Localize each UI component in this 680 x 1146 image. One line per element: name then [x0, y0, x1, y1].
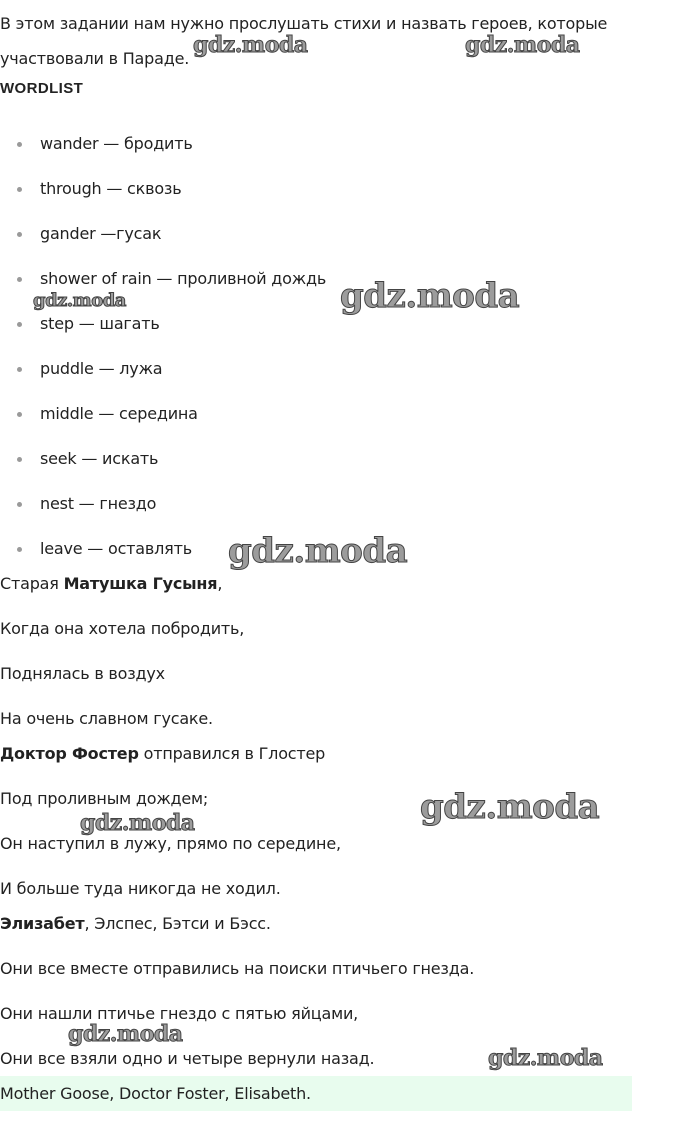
answer-box: Mother Goose, Doctor Foster, Elisabeth. — [0, 1076, 632, 1111]
watermark-logo: gdz.moda — [80, 810, 195, 836]
watermark-logo: gdz.moda — [420, 787, 600, 827]
list-item — [0, 223, 326, 268]
poem-line: Под проливным дождем; — [0, 789, 209, 808]
watermark-logo: gdz.moda — [465, 32, 580, 58]
list-item-text: leave — оставлять — [40, 539, 192, 558]
poem-line — [0, 913, 271, 935]
poem-text: , — [217, 574, 223, 593]
list-item-text: middle — середина — [40, 404, 198, 423]
bullet-dot-icon — [17, 457, 22, 462]
watermark-logo: gdz.moda — [488, 1045, 603, 1071]
bullet-dot-icon — [17, 322, 22, 327]
list-item-text: seek — искать — [40, 449, 159, 468]
watermark-logo: gdz.moda — [68, 1021, 183, 1047]
bullet-dot-icon — [17, 367, 22, 372]
watermark-logo: gdz.moda — [340, 276, 520, 316]
poem-line: Он наступил в лужу, прямо по середине, — [0, 834, 341, 853]
poem-text: , Элспес, Бэтси и Бэсс. — [84, 914, 271, 933]
poem-line — [0, 743, 325, 765]
bullet-dot-icon — [17, 412, 22, 417]
list-item-text: nest — гнездо — [40, 494, 157, 513]
list-item-text: step — шагать — [40, 314, 160, 333]
poem-line — [0, 573, 222, 595]
intro-paragraph: В этом задании нам нужно прослушать стихи и назвать героев, которые участвовали в Параде. — [0, 14, 608, 68]
watermark-logo: gdz.moda — [193, 32, 308, 58]
list-item-text: shower of rain — проливной дождь — [40, 269, 327, 288]
poem-text: Старая — [0, 574, 64, 593]
watermark-logo: gdz.moda — [33, 290, 126, 311]
poem-line: Когда она хотела побродить, — [0, 619, 245, 638]
list-item-text: through — сквозь — [40, 179, 182, 198]
hero-name: Матушка Гусыня — [63, 574, 218, 593]
poem-line: И больше туда никогда не ходил. — [0, 879, 281, 898]
list-item — [0, 313, 326, 358]
poem-line: Поднялась в воздух — [0, 664, 165, 683]
list-item — [0, 493, 326, 538]
list-item — [0, 268, 326, 313]
watermark-logo: gdz.moda — [228, 531, 408, 571]
hero-name: Элизабет — [0, 914, 85, 933]
wordlist — [0, 133, 326, 583]
bullet-dot-icon — [17, 502, 22, 507]
bullet-dot-icon — [17, 187, 22, 192]
list-item — [0, 178, 326, 223]
poem-line: Они все взяли одно и четыре вернули назад. — [0, 1049, 375, 1068]
list-item-text: puddle — лужа — [40, 359, 163, 378]
poem-line: Они нашли птичье гнездо с пятью яйцами, — [0, 1004, 359, 1023]
list-item-text: gander —гусак — [40, 224, 162, 243]
poem-line: Они все вместе отправились на поиски птичьего гнезда. — [0, 959, 475, 978]
bullet-dot-icon — [17, 547, 22, 552]
list-item — [0, 358, 326, 403]
hero-name: Доктор Фостер — [0, 744, 139, 763]
poem-line: На очень славном гусаке. — [0, 709, 213, 728]
poem-text: отправился в Глостер — [138, 744, 326, 763]
list-item — [0, 133, 326, 178]
list-item-text: wander — бродить — [40, 134, 193, 153]
bullet-dot-icon — [17, 232, 22, 237]
list-item — [0, 403, 326, 448]
bullet-dot-icon — [17, 142, 22, 147]
wordlist-heading: WORDLIST — [0, 80, 84, 97]
bullet-dot-icon — [17, 277, 22, 282]
list-item — [0, 448, 326, 493]
